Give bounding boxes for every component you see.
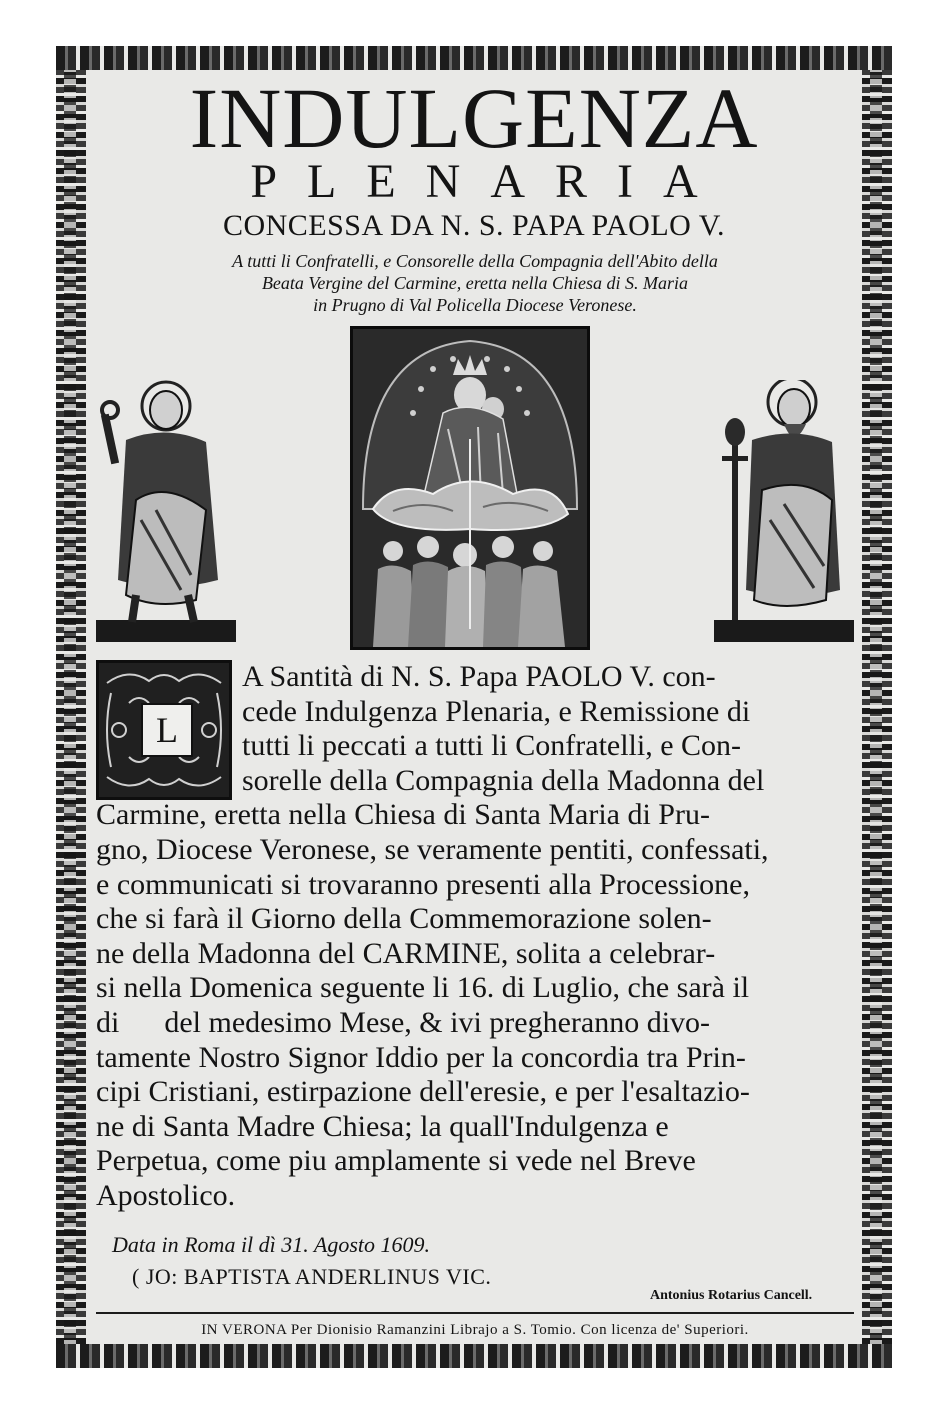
body-line: gno, Diocese Veronese, se veramente pentiti, confessati, — [96, 832, 769, 866]
body-line: ne della Madonna del CARMINE, solita a celebrar- — [96, 936, 716, 970]
body-line: e communicati si trovaranno presenti alla Processione, — [96, 867, 750, 901]
body-line: A Santità di N. S. Papa PAOLO V. con- — [242, 660, 716, 693]
body-line: Carmine, eretta nella Chiesa di Santa Maria di Pru- — [96, 798, 710, 832]
ornamental-border-right — [862, 70, 892, 1344]
initial-letter: L — [141, 703, 193, 757]
poster-title: INDULGENZA — [189, 70, 759, 166]
recipients-line-1: A tutti li Confratelli, e Consorelle della Compagnia dell'Abito della — [232, 251, 718, 271]
signature-chancellor: Antonius Rotarius Cancell. — [650, 1288, 813, 1303]
body-line: Apostolico. — [96, 1178, 236, 1212]
body-line: sorelle della Compagnia della Madonna del — [242, 763, 765, 797]
recipients-line-2: Beata Vergine del Carmine, eretta nella Chiesa di S. Maria — [261, 273, 689, 293]
issue-date: Data in Roma il dì 31. Agosto 1609. — [112, 1232, 430, 1257]
printer-imprint: IN VERONA Per Dionisio Ramanzini Librajo a S. Tomio. Con licenza de' Superiori. — [201, 1322, 749, 1338]
saint-paul-with-sword-icon — [714, 380, 854, 642]
body-line: Perpetua, come piu amplamente si vede nel Breve — [96, 1144, 696, 1178]
poster-subtitle: PLENARIA — [250, 155, 728, 208]
body-line: cede Indulgenza Plenaria, e Remissione di — [242, 694, 751, 728]
body-line: si nella Domenica seguente li 16. di Luglio, che sarà il — [96, 971, 750, 1005]
recipients-line-3: in Prugno di Val Policella Diocese Veronese. — [313, 295, 637, 315]
saint-peter-with-keys-icon — [96, 380, 236, 642]
body-line: cipi Cristiani, estirpazione dell'eresie, e per l'esaltazio- — [96, 1075, 750, 1109]
footer-divider — [96, 1312, 854, 1314]
ornamental-border-left — [56, 70, 86, 1344]
proclamation-body — [96, 660, 856, 1214]
granted-by-line: CONCESSA DA N. S. PAPA PAOLO V. — [222, 209, 726, 242]
body-line: di del medesimo Mese, & ivi pregheranno divo- — [96, 1005, 711, 1039]
ornamental-border-bottom — [56, 1344, 892, 1368]
body-line: tutti li peccati a tutti li Confratelli, e Con- — [242, 729, 742, 763]
body-line: ne di Santa Madre Chiesa; la quall'Indulgenza e — [96, 1109, 669, 1143]
body-line: tamente Nostro Signor Iddio per la concordia tra Prin- — [96, 1040, 746, 1074]
signature-vicar: ( JO: BAPTISTA ANDERLINUS VIC. — [132, 1264, 492, 1289]
madonna-del-carmine-woodcut-icon — [350, 326, 590, 650]
ornamental-border-top — [56, 46, 892, 70]
body-line: che si farà il Giorno della Commemorazione solen- — [96, 902, 712, 936]
